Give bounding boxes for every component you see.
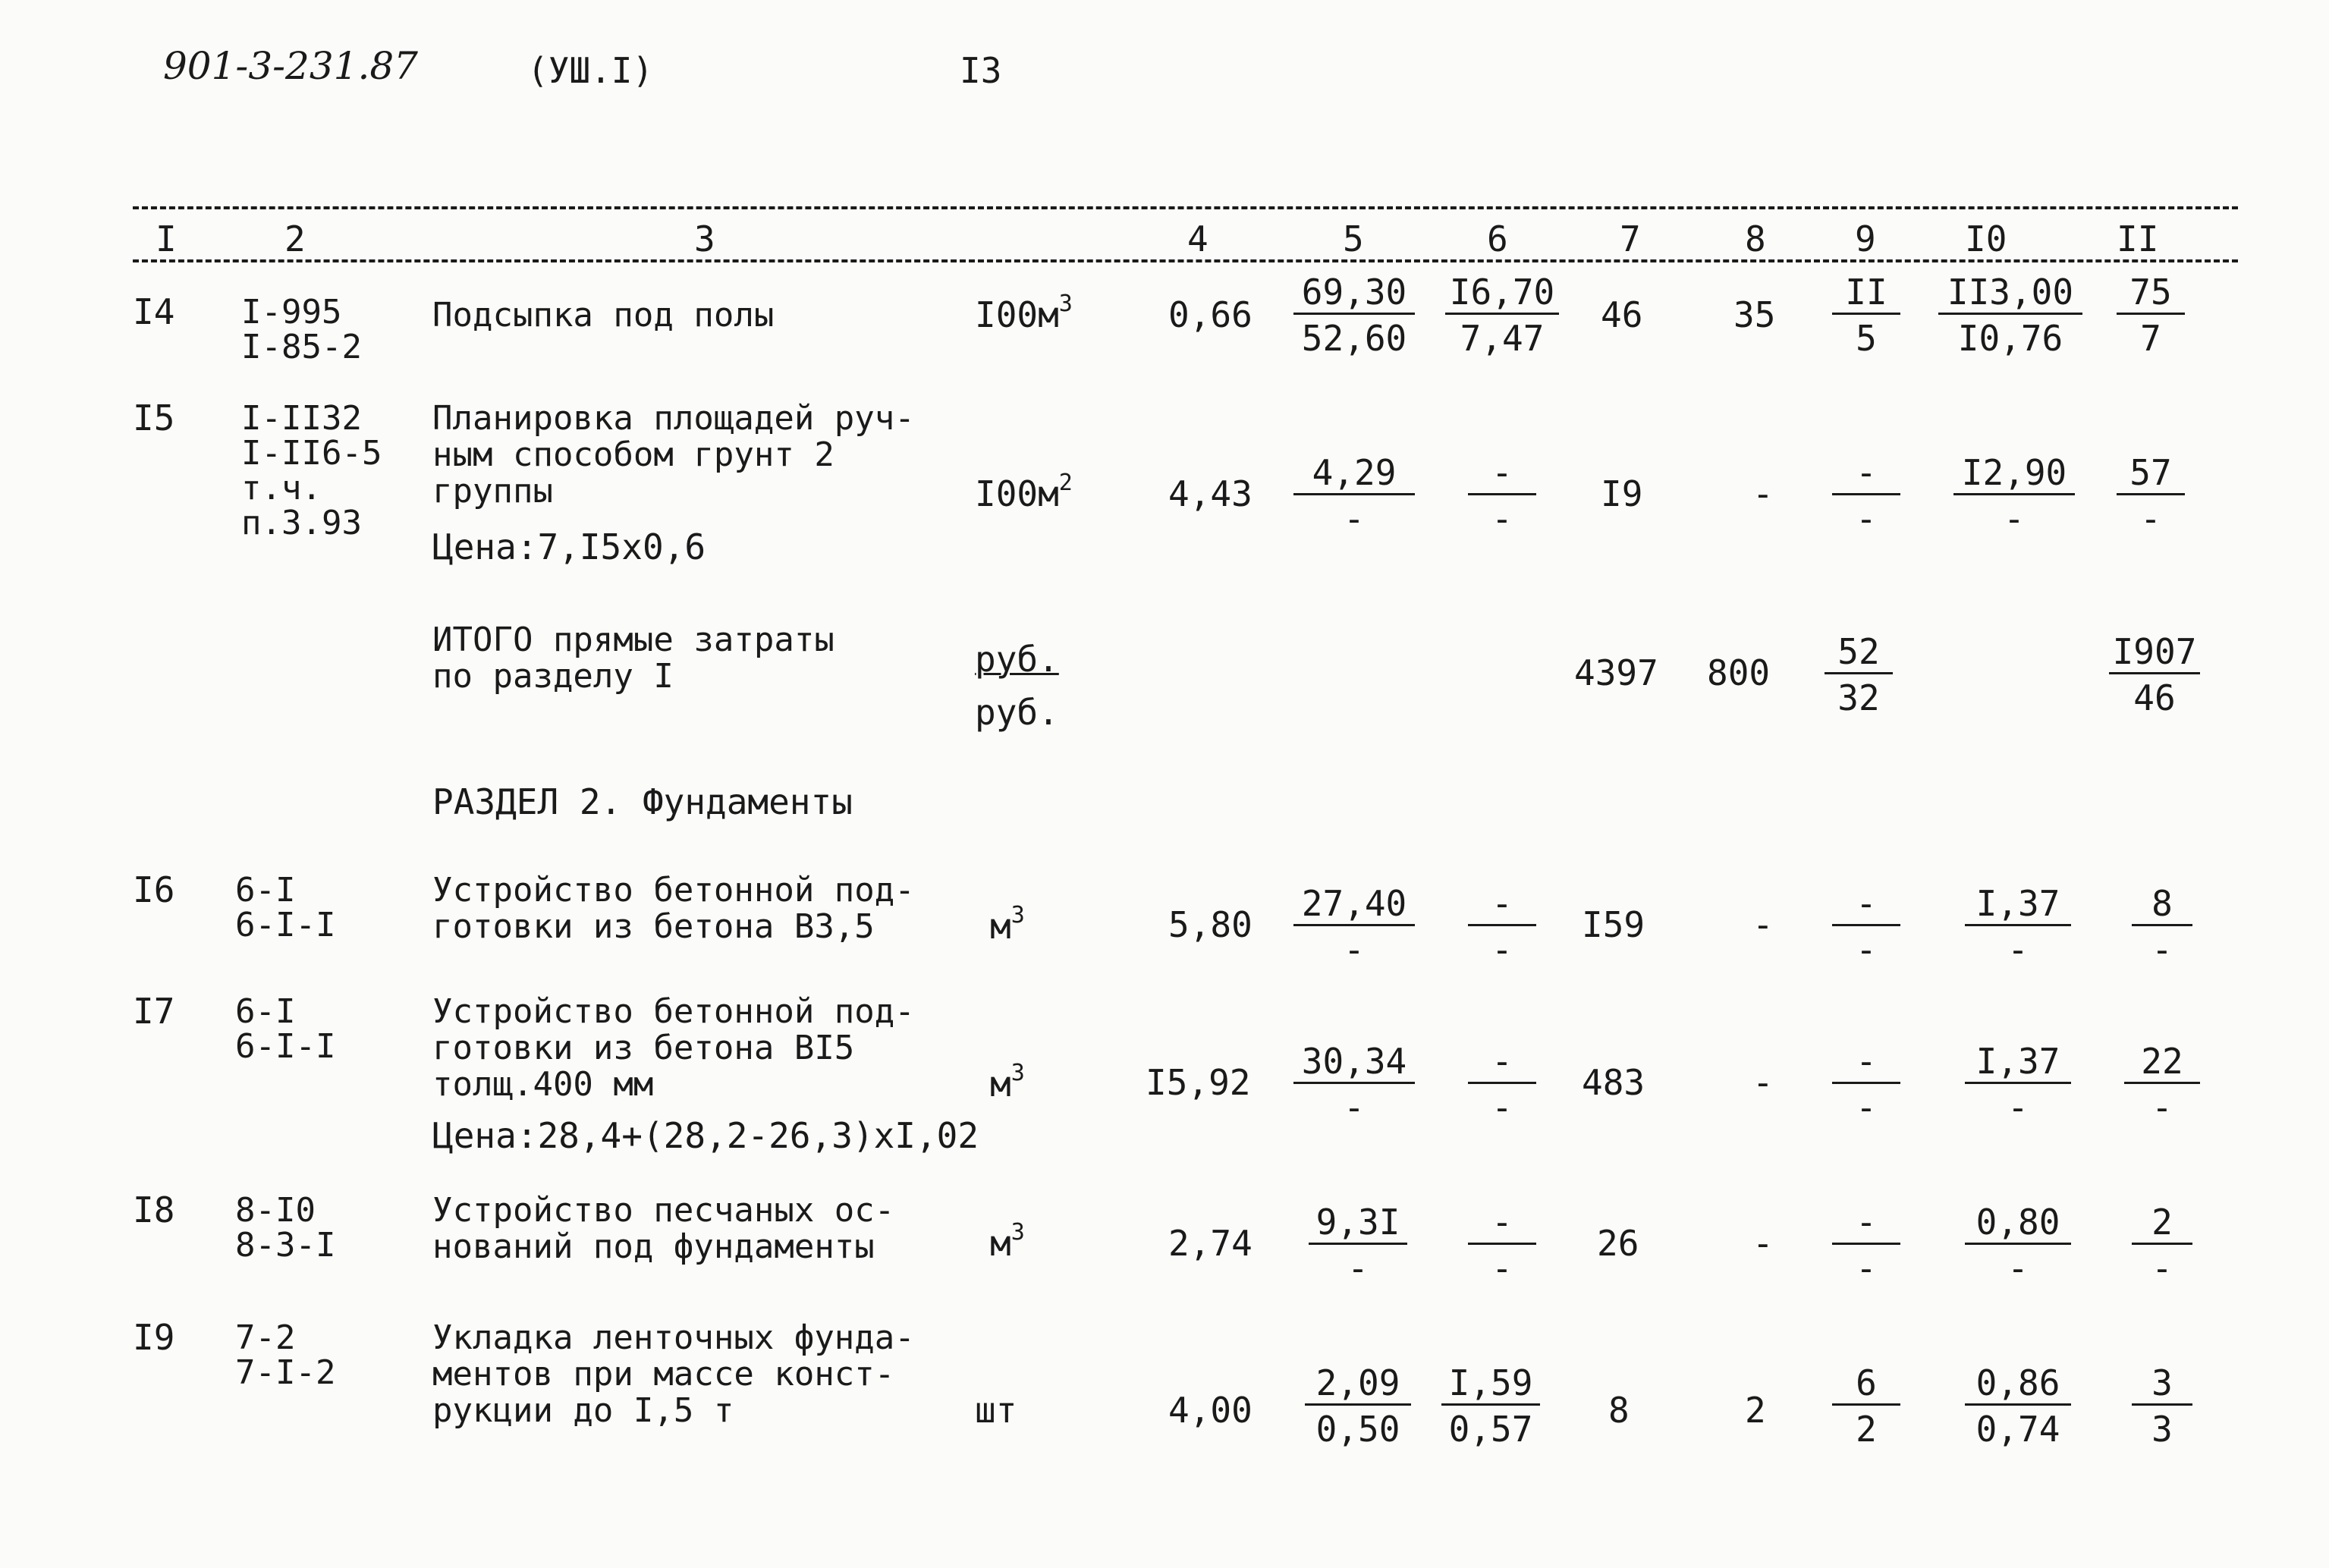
labor-total-fraction: 2 - [2132, 1205, 2192, 1286]
total-description: ИТОГО прямые затраты по разделу I [432, 621, 834, 696]
norm-code: I-85-2 [241, 328, 362, 366]
column-header-9: 9 [1855, 218, 1876, 259]
wages-fraction: - - [1832, 455, 1900, 536]
wages-fraction: $\frac{II}{5}$ [1832, 275, 1900, 356]
quantity: 5,80 [1168, 904, 1253, 945]
total-cost: 483 [1582, 1062, 1645, 1103]
machine-total: 800 [1707, 652, 1771, 693]
machine-total: - [1752, 904, 1774, 945]
labor-total-fraction: $\frac{I907}{46}$ [2109, 634, 2200, 715]
document-code: 901-3-231.87 [163, 44, 418, 88]
column-header-6: 6 [1487, 218, 1508, 259]
column-header-3: 3 [694, 218, 715, 259]
norm-code: п.3.93 [241, 504, 362, 542]
norm-code: 6-I [235, 871, 296, 910]
unit-cost-fraction: 4,29 - [1293, 455, 1415, 536]
machine-cost-fraction: - - [1468, 1205, 1536, 1286]
quantity: 2,74 [1168, 1223, 1253, 1264]
work-description: Устройство песчаных ос- нований под фундаменты [432, 1191, 895, 1266]
machine-cost-fraction: $\frac{I,59}{0,57}$ [1441, 1365, 1540, 1447]
norm-code: I-II32 [241, 399, 362, 438]
row-number: I7 [133, 991, 175, 1032]
machine-cost-fraction: - - [1468, 1044, 1536, 1125]
norm-code: I-995 [241, 293, 342, 332]
wages-fraction: $\frac{6}{2}$ [1832, 1365, 1900, 1447]
unit: $м^3$ [990, 1219, 1025, 1264]
machine-cost-fraction: $\frac{I6,70}{7,47}$ [1445, 275, 1559, 356]
total-cost: 46 [1601, 294, 1643, 335]
price-formula: Цена:28,4+(28,2-26,3)xI,02 [432, 1115, 979, 1156]
unit: $м^3$ [990, 1060, 1025, 1105]
unit-cost-fraction: $\frac{2,09}{0,50}$ [1305, 1365, 1411, 1447]
row-number: I8 [133, 1189, 175, 1230]
price-formula: Цена:7,I5x0,6 [432, 526, 706, 567]
section-heading: РАЗДЕЛ 2. Фундаменты [432, 781, 853, 822]
labor-total-fraction: $\frac{75}{7}$ [2117, 275, 2185, 356]
norm-code: 8-I0 [235, 1191, 316, 1230]
work-description: Устройство бетонной под- готовки из бетона В3,5 [432, 871, 915, 946]
labor-total-fraction: 57 - [2117, 455, 2185, 536]
quantity: 0,66 [1168, 294, 1253, 335]
quantity: I5,92 [1146, 1062, 1251, 1103]
wages-fraction: - - [1832, 1044, 1900, 1125]
machine-total: 2 [1745, 1390, 1766, 1431]
header-bottom-rule [133, 259, 2238, 262]
column-header-1: I [156, 218, 177, 259]
column-header-5: 5 [1343, 218, 1364, 259]
column-header-10: I0 [1965, 218, 2007, 259]
unit: $м^3$ [990, 902, 1025, 947]
norm-code: 6-I [235, 992, 296, 1031]
machine-total: 35 [1733, 294, 1776, 335]
work-description: Укладка ленточных фунда- ментов при массе конст- рукции до I,5 т [432, 1318, 915, 1430]
unit: шт [975, 1390, 1017, 1431]
unit-cost-fraction: 30,34 - [1293, 1044, 1415, 1125]
machine-total: - [1752, 473, 1774, 514]
column-header-7: 7 [1620, 218, 1641, 259]
labor-total-fraction: $\frac{3}{3}$ [2132, 1365, 2192, 1447]
norm-code: 7-2 [235, 1318, 296, 1357]
norm-code: т.ч. [241, 469, 322, 507]
machine-total: - [1752, 1062, 1774, 1103]
row-number: I9 [133, 1317, 175, 1358]
total-cost: 4397 [1574, 652, 1658, 693]
unit: $I00м^3$ [975, 291, 1073, 335]
column-header-4: 4 [1187, 218, 1209, 259]
work-description: Планировка площадей руч- ным способом грунт 2 группы [432, 399, 915, 511]
labor-total-fraction: 22 - [2124, 1044, 2200, 1125]
quantity: 4,43 [1168, 473, 1253, 514]
total-cost: I59 [1582, 904, 1645, 945]
header-top-rule [133, 206, 2238, 209]
quantity: 4,00 [1168, 1390, 1253, 1431]
total-cost: 26 [1597, 1223, 1639, 1264]
labor-unit-fraction: I,37 - [1965, 1044, 2071, 1125]
labor-unit-fraction: 0,80 - [1965, 1205, 2071, 1286]
total-cost: 8 [1608, 1390, 1630, 1431]
total-unit: руб. [975, 639, 1059, 680]
unit-cost-fraction: $\frac{69,30}{52,60}$ [1293, 275, 1415, 356]
labor-total-fraction: 8 - [2132, 886, 2192, 967]
total-cost: I9 [1601, 473, 1643, 514]
norm-code: I-II6-5 [241, 434, 382, 473]
column-header-11: II [2117, 218, 2159, 259]
wages-fraction: - - [1832, 886, 1900, 967]
machine-total: - [1752, 1223, 1774, 1264]
row-number: I6 [133, 869, 175, 910]
machine-cost-fraction: - - [1468, 886, 1536, 967]
unit-cost-fraction: 27,40 - [1293, 886, 1415, 967]
wages-fraction: $\frac{52}{32}$ [1825, 634, 1893, 715]
labor-unit-fraction: I,37 - [1965, 886, 2071, 967]
work-description: Подсыпка под полы [432, 296, 775, 335]
wages-fraction: - - [1832, 1205, 1900, 1286]
album-number: (УШ.I) [527, 50, 654, 91]
row-number: I5 [133, 397, 175, 438]
norm-code: 7-I-2 [235, 1353, 336, 1392]
column-header-2: 2 [284, 218, 306, 259]
total-unit: руб. [975, 692, 1059, 733]
column-header-8: 8 [1745, 218, 1766, 259]
page-number: I3 [960, 50, 1002, 91]
row-number: I4 [133, 291, 175, 332]
machine-cost-fraction: - - [1468, 455, 1536, 536]
norm-code: 6-I-I [235, 1027, 336, 1066]
labor-unit-fraction: $\frac{II3,00}{I0,76}$ [1938, 275, 2082, 356]
unit-cost-fraction: 9,3I - [1309, 1205, 1407, 1286]
norm-code: 8-3-I [235, 1226, 336, 1265]
norm-code: 6-I-I [235, 906, 336, 944]
labor-unit-fraction: $\frac{0,86}{0,74}$ [1965, 1365, 2071, 1447]
unit: $I00м^2$ [975, 470, 1073, 514]
labor-unit-fraction: I2,90 - [1953, 455, 2075, 536]
work-description: Устройство бетонной под- готовки из бетона ВI5 толщ.400 мм [432, 992, 915, 1104]
